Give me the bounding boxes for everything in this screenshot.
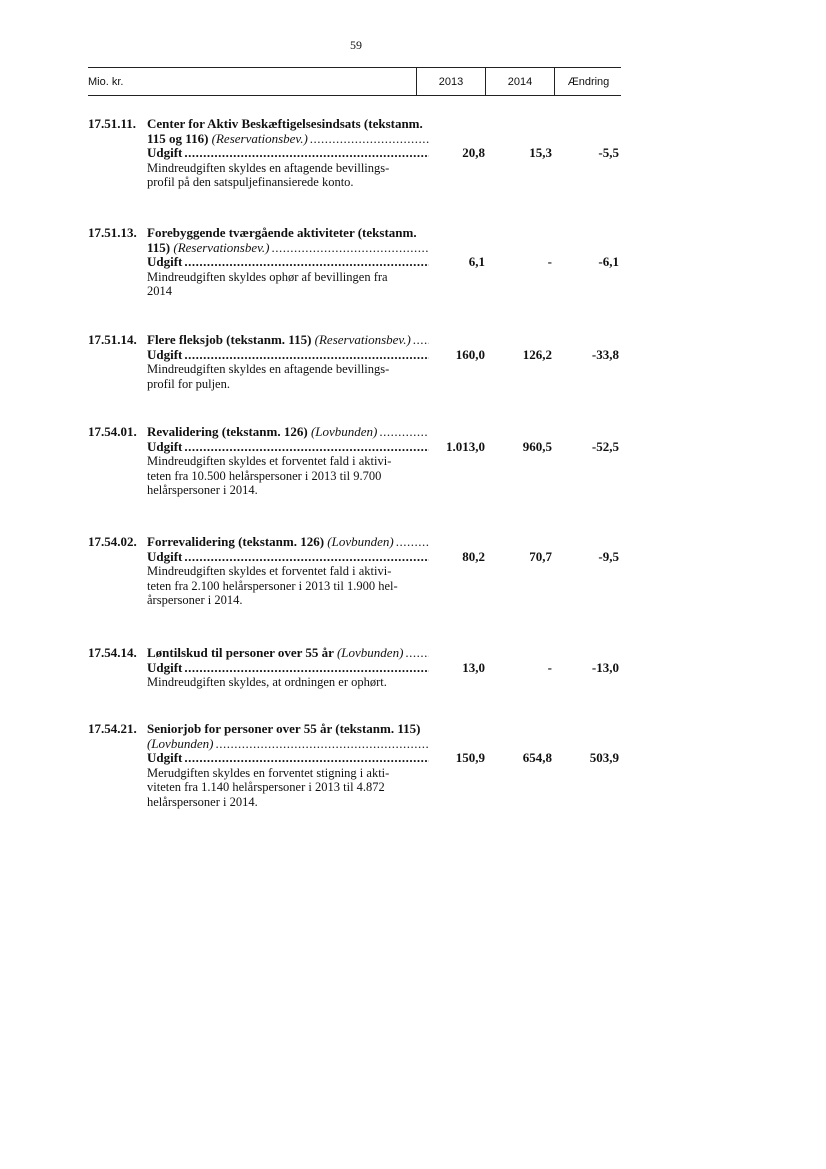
description-line: Mindreudgiften skyldes ophør af bevillingen fra <box>147 269 388 284</box>
value-change: -52,5 <box>591 438 619 454</box>
entry-title <box>147 117 429 146</box>
description-line: profil for puljen. <box>147 376 230 391</box>
title-text: Flere fleksjob (tekstanm. 115) (Reservationsbev.) <box>147 333 411 347</box>
value-2014: - <box>547 254 552 269</box>
udgift-line <box>147 661 429 676</box>
value-2013: 160,0 <box>455 346 485 362</box>
description-line: Mindreudgiften skyldes, at ordningen er ophørt. <box>147 675 387 689</box>
account-code: 17.54.01. <box>88 424 137 439</box>
value-2014: 126,2 <box>522 346 552 362</box>
dot-leader <box>396 535 429 550</box>
dot-leader <box>379 425 429 440</box>
description-line: viteten fra 1.140 helårspersoner i 2013 til 4.872 <box>147 780 385 794</box>
udgift-line <box>147 348 429 363</box>
header-col-2013: 2013 <box>416 68 485 95</box>
dot-leader <box>184 751 429 766</box>
title-text <box>147 737 213 752</box>
description-line: Mindreudgiften skyldes en aftagende bevillings- <box>147 362 390 376</box>
description-line: profil på den satspuljefinansierede konto. <box>147 175 354 189</box>
value-change: 503,9 <box>589 750 619 765</box>
description-line: årspersoner i 2014. <box>147 593 243 607</box>
entry-description <box>147 362 429 391</box>
description-line: Merudgiften skyldes en forventet stigning i akti- <box>147 765 390 780</box>
title-qualifier: (Lovbunden) <box>147 736 214 751</box>
title-line: Center for Aktiv Beskæftigelsesindsats (tekstanm. <box>147 116 423 131</box>
header-unit-label: Mio. kr. <box>88 76 124 88</box>
value-2014: 15,3 <box>529 145 552 160</box>
entry-title <box>147 646 429 661</box>
udgift-line <box>147 751 429 766</box>
dot-leader <box>215 737 429 752</box>
udgift-label: Udgift <box>147 660 183 675</box>
value-2013: 150,9 <box>455 750 485 765</box>
description-line: teten fra 10.500 helårspersoner i 2013 til 9.700 <box>147 468 382 483</box>
account-code: 17.51.13. <box>88 225 137 240</box>
entry-description <box>147 675 429 690</box>
value-change: -5,5 <box>598 145 619 160</box>
description-line: helårspersoner i 2014. <box>147 483 258 497</box>
entry-title <box>147 535 429 550</box>
title-line <box>147 646 429 661</box>
dot-leader <box>310 132 429 147</box>
value-change: -33,8 <box>591 346 619 362</box>
entry-body <box>147 646 429 690</box>
title-text: 115 og 116) (Reservationsbev.) <box>147 131 308 146</box>
title-qualifier: (Lovbunden) <box>327 535 394 549</box>
udgift-line <box>147 550 429 565</box>
value-2013: 80,2 <box>462 548 485 564</box>
title-text: 115) (Reservationsbev.) <box>147 240 270 255</box>
title-line <box>147 425 429 440</box>
title-text: Løntilskud til personer over 55 år (Lovbunden) <box>147 646 404 660</box>
title-line <box>147 333 429 348</box>
title-qualifier: (Lovbunden) <box>310 425 378 439</box>
entry-body <box>147 535 429 608</box>
dot-leader <box>184 661 429 676</box>
account-code: 17.54.21. <box>88 721 137 736</box>
value-2014: 960,5 <box>522 438 552 454</box>
table-header <box>88 67 621 96</box>
dot-leader <box>184 348 429 363</box>
value-2013: 13,0 <box>462 659 485 675</box>
entry-title <box>147 333 429 348</box>
value-2014: - <box>547 659 552 675</box>
dot-leader <box>184 255 429 270</box>
account-code: 17.54.14. <box>88 645 137 660</box>
title-line <box>147 535 429 550</box>
description-line: Mindreudgiften skyldes en aftagende bevillings- <box>147 160 390 175</box>
dot-leader <box>184 550 429 565</box>
entry-description <box>147 766 429 810</box>
description-line: helårspersoner i 2014. <box>147 794 258 809</box>
entry-body <box>147 722 429 809</box>
value-2014: 654,8 <box>522 750 552 765</box>
title-text: Forrevalidering (tekstanm. 126) (Lovbunden) <box>147 535 394 549</box>
entry-title <box>147 722 429 751</box>
udgift-label: Udgift <box>147 347 183 362</box>
udgift-line <box>147 255 429 270</box>
entry-description <box>147 564 429 608</box>
dot-leader <box>413 333 429 348</box>
title-qualifier: (Lovbunden) <box>336 646 404 660</box>
title-line: Seniorjob for personer over 55 år (tekstanm. 115) <box>147 721 421 736</box>
header-col-2014: 2014 <box>485 68 554 95</box>
title-line: Forebyggende tværgående aktiviteter (tekstanm. <box>147 225 417 240</box>
entry-description <box>147 454 429 498</box>
title-qualifier: (Reservationsbev.) <box>211 131 308 146</box>
value-change: -9,5 <box>598 548 619 564</box>
title-qualifier: (Reservationsbev.) <box>173 240 270 255</box>
value-2013: 1.013,0 <box>446 438 485 454</box>
entry-body <box>147 117 429 190</box>
entry-body <box>147 425 429 498</box>
title-text: Revalidering (tekstanm. 126) (Lovbunden) <box>147 425 378 439</box>
description-line: 2014 <box>147 284 172 298</box>
udgift-line <box>147 146 429 161</box>
udgift-label: Udgift <box>147 439 183 454</box>
title-line <box>147 132 429 147</box>
account-code: 17.51.14. <box>88 332 137 347</box>
entry-title <box>147 226 429 255</box>
value-2013: 6,1 <box>468 254 485 269</box>
dot-leader <box>184 440 429 455</box>
udgift-label: Udgift <box>147 549 183 564</box>
title-qualifier: (Reservationsbev.) <box>314 333 411 347</box>
title-line <box>147 737 429 752</box>
description-line: Mindreudgiften skyldes et forventet fald i aktivi- <box>147 454 392 468</box>
page-number: 59 <box>350 38 362 52</box>
udgift-label: Udgift <box>147 146 183 160</box>
udgift-label: Udgift <box>147 751 183 765</box>
entry-description <box>147 161 429 190</box>
description-line: teten fra 2.100 helårspersoner i 2013 til 1.900 hel- <box>147 578 398 593</box>
value-2014: 70,7 <box>529 548 552 564</box>
dot-leader <box>405 646 429 661</box>
dot-leader <box>184 146 429 161</box>
entry-title <box>147 425 429 440</box>
title-line <box>147 241 429 256</box>
entry-description <box>147 270 429 299</box>
udgift-line <box>147 440 429 455</box>
udgift-label: Udgift <box>147 255 183 269</box>
account-code: 17.54.02. <box>88 534 137 549</box>
value-change: -6,1 <box>598 254 619 269</box>
header-col-change: Ændring <box>554 68 622 95</box>
entry-body <box>147 333 429 391</box>
dot-leader <box>272 241 429 256</box>
value-change: -13,0 <box>591 659 619 675</box>
account-code: 17.51.11. <box>88 116 137 131</box>
description-line: Mindreudgiften skyldes et forventet fald i aktivi- <box>147 564 392 578</box>
value-2013: 20,8 <box>462 145 485 160</box>
entry-body <box>147 226 429 299</box>
